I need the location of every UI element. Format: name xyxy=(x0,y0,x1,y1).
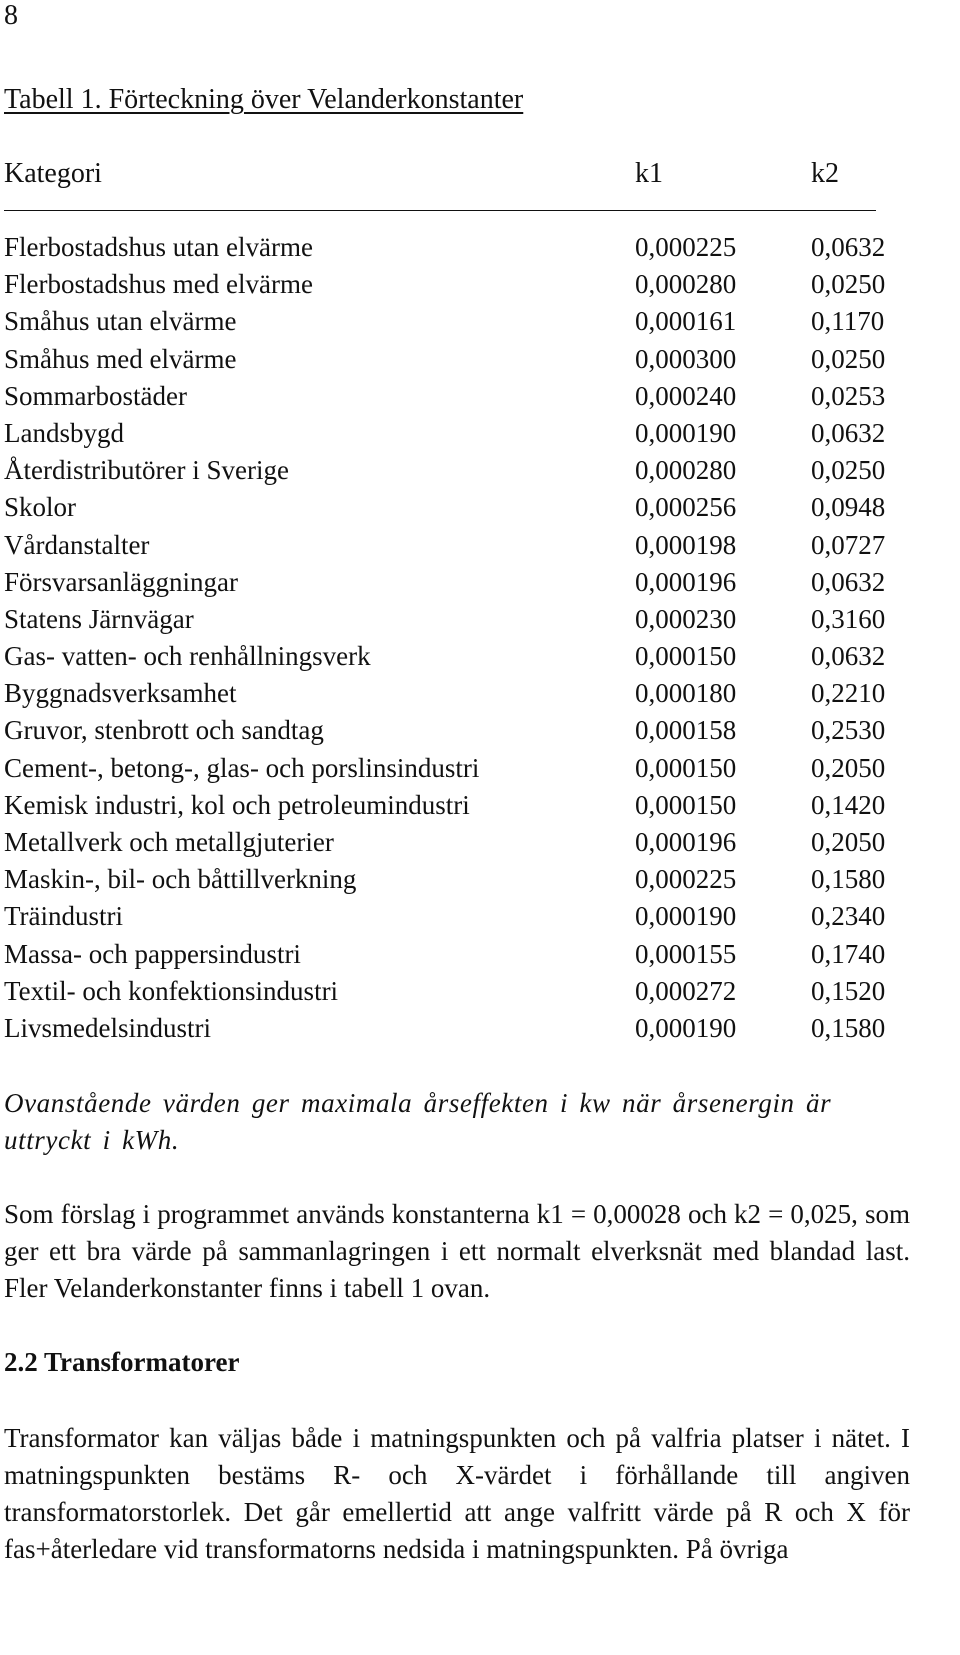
table-row xyxy=(4,1012,944,1049)
row-k1: 0,000256 xyxy=(635,492,737,523)
row-k2: 0,1740 xyxy=(811,938,886,969)
row-k1: 0,000230 xyxy=(635,603,737,634)
row-category: Skolor xyxy=(4,492,77,523)
table-row xyxy=(4,752,944,789)
row-k1: 0,000158 xyxy=(635,715,737,746)
header-category: Kategori xyxy=(4,158,102,189)
row-category: Livsmedelsindustri xyxy=(4,1012,211,1043)
row-k2: 0,0250 xyxy=(811,455,886,486)
row-k1: 0,000300 xyxy=(635,343,737,374)
row-category: Gas- vatten- och renhållningsverk xyxy=(4,641,371,672)
table-row xyxy=(4,640,944,677)
table-row xyxy=(4,826,944,863)
table-note: Ovanstående värden ger maximala årseffekten i kw när årsenergin är uttryckt i kWh. xyxy=(4,1088,832,1155)
table-row xyxy=(4,343,944,380)
row-k1: 0,000180 xyxy=(635,678,737,709)
row-k1: 0,000225 xyxy=(635,232,737,262)
table-row xyxy=(4,417,944,454)
row-k1: 0,000155 xyxy=(635,938,737,969)
row-category: Flerbostadshus utan elvärme xyxy=(4,232,313,262)
row-category: Massa- och pappersindustri xyxy=(4,938,301,969)
table-row xyxy=(4,566,944,603)
table-row xyxy=(4,231,944,268)
row-k2: 0,0632 xyxy=(811,566,886,597)
row-k1: 0,000240 xyxy=(635,380,737,411)
page-number: 8 xyxy=(4,0,18,31)
body-paragraph: Som förslag i programmet används konstanterna k1 = 0,00028 och k2 = 0,025, som ger ett bra värde på sammanlagringen i ett normalt elverksnät med blandad last. Fler Velanderkonstanter finns i tabell 1 ovan. xyxy=(4,1199,910,1303)
row-category: Återdistributörer i Sverige xyxy=(4,455,289,486)
row-k2: 0,0250 xyxy=(811,269,886,300)
table-row xyxy=(4,603,944,640)
table-row xyxy=(4,491,944,528)
row-category: Träindustri xyxy=(4,901,124,932)
table-row xyxy=(4,789,944,826)
table-row xyxy=(4,975,944,1012)
row-category: Småhus med elvärme xyxy=(4,343,237,374)
table-body xyxy=(4,231,944,1049)
row-k1: 0,000150 xyxy=(635,641,737,672)
row-k2: 0,2340 xyxy=(811,901,886,932)
row-k1: 0,000272 xyxy=(635,975,737,1006)
row-k2: 0,1520 xyxy=(811,975,886,1006)
row-k1: 0,000190 xyxy=(635,417,737,448)
row-k1: 0,000161 xyxy=(635,306,737,337)
row-category: Gruvor, stenbrott och sandtag xyxy=(4,715,324,746)
row-k2: 0,0948 xyxy=(811,492,886,523)
row-category: Textil- och konfektionsindustri xyxy=(4,975,339,1006)
row-category: Försvarsanläggningar xyxy=(4,566,238,597)
row-k2: 0,3160 xyxy=(811,603,886,634)
row-k1: 0,000190 xyxy=(635,1012,737,1043)
row-k2: 0,1580 xyxy=(811,864,886,895)
row-category: Maskin-, bil- och båttillverkning xyxy=(4,864,357,895)
row-k2: 0,0727 xyxy=(811,529,886,560)
table-row xyxy=(4,863,944,900)
row-k1: 0,000196 xyxy=(635,827,737,857)
table-title: Tabell 1. Förteckning över Velanderkonstanter xyxy=(4,84,524,115)
row-k2: 0,0632 xyxy=(811,417,886,448)
row-category: Sommarbostäder xyxy=(4,380,187,411)
row-k1: 0,000280 xyxy=(635,269,737,300)
row-k2: 0,2530 xyxy=(811,715,886,746)
row-category: Landsbygd xyxy=(4,417,124,448)
row-k2: 0,2210 xyxy=(811,678,886,709)
row-category: Cement-, betong-, glas- och porslinsindustri xyxy=(4,752,480,783)
body-paragraph: Transformator kan väljas både i matningspunkten och på valfria platser i nätet. I matningspunkten bestäms R- och X-värdet i förhållande till angiven transformatorstorlek. Det går emellertid att ange valfritt värde på R och X för fas+återledare vid transformatorns nedsida i matningspunkten. På övriga xyxy=(4,1423,910,1564)
row-category: Småhus utan elvärme xyxy=(4,306,237,337)
row-k1: 0,000150 xyxy=(635,789,737,820)
table-row xyxy=(4,529,944,566)
table-row xyxy=(4,677,944,714)
table-row xyxy=(4,900,944,937)
row-category: Metallverk och metallgjuterier xyxy=(4,827,334,857)
row-k2: 0,0253 xyxy=(811,380,886,411)
table-row xyxy=(4,714,944,751)
row-category: Vårdanstalter xyxy=(4,529,150,560)
row-k2: 0,2050 xyxy=(811,752,886,783)
row-k1: 0,000196 xyxy=(635,566,737,597)
row-k2: 0,0632 xyxy=(811,641,886,672)
row-k2: 0,2050 xyxy=(811,827,886,857)
row-k2: 0,1420 xyxy=(811,789,886,820)
row-k1: 0,000190 xyxy=(635,901,737,932)
row-k1: 0,000198 xyxy=(635,529,737,560)
row-category: Statens Järnvägar xyxy=(4,603,194,634)
section-heading: 2.2 Transformatorer xyxy=(4,1347,240,1377)
row-k2: 0,1580 xyxy=(811,1012,886,1043)
row-category: Kemisk industri, kol och petroleumindustri xyxy=(4,789,470,820)
table-header-rule xyxy=(4,210,876,211)
header-k2: k2 xyxy=(811,158,839,189)
table-row xyxy=(4,268,944,305)
table-row xyxy=(4,380,944,417)
row-k2: 0,0632 xyxy=(811,232,886,262)
row-k2: 0,0250 xyxy=(811,343,886,374)
row-category: Byggnadsverksamhet xyxy=(4,678,237,709)
row-category: Flerbostadshus med elvärme xyxy=(4,269,313,300)
table-header-row xyxy=(4,158,944,190)
row-k1: 0,000150 xyxy=(635,752,737,783)
row-k1: 0,000280 xyxy=(635,455,737,486)
table-row xyxy=(4,938,944,975)
row-k1: 0,000225 xyxy=(635,864,737,895)
header-k1: k1 xyxy=(635,158,663,189)
row-k2: 0,1170 xyxy=(811,306,885,337)
table-row xyxy=(4,454,944,491)
table-row xyxy=(4,305,944,342)
